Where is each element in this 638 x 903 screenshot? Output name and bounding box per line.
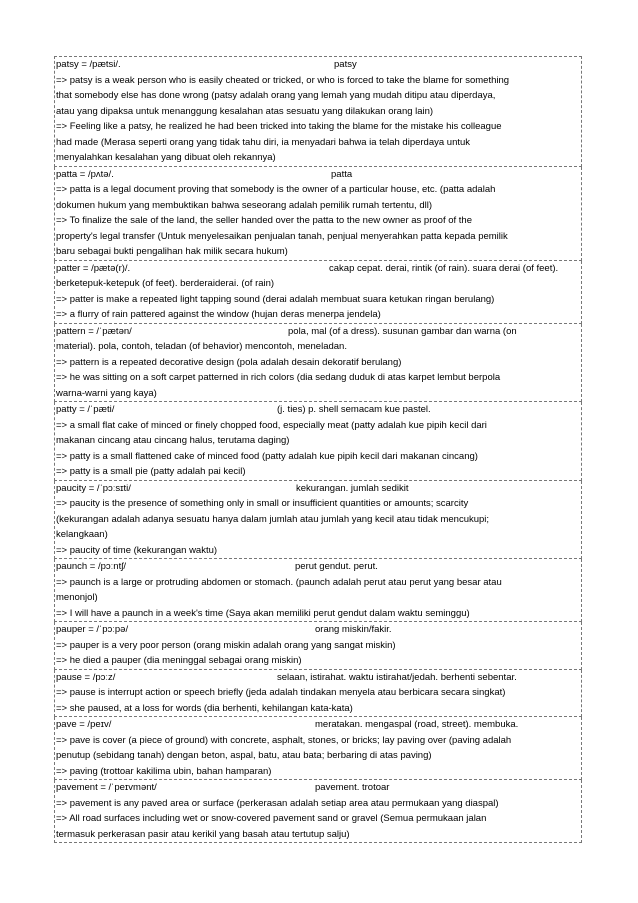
example-line: => paucity is the presence of something only in small or insufficient quantities or amounts; scarcity xyxy=(56,498,469,509)
headword-pronunciation: paucity = /ˈpɔːsɪti/ xyxy=(56,482,131,494)
example-line: => pause is interrupt action or speech briefly (jeda adalah tindakan menyela atau berbicara secara singkat) xyxy=(56,687,506,698)
dictionary-entry xyxy=(54,324,582,403)
dictionary-entry xyxy=(54,261,582,324)
entry-headword-line xyxy=(56,481,580,497)
definition-line: property's legal transfer (Untuk menyelesaikan penjualan tanah, penjual menyerahkan patta kepada pemilik xyxy=(56,230,508,242)
dictionary-entry xyxy=(54,670,582,718)
headword-translation: selaan, istirahat. waktu istirahat/jedah. berhenti sebentar. xyxy=(277,671,517,683)
example-line: => Feeling like a patsy, he realized he had been tricked into taking the blame for the mistake his colleague xyxy=(56,121,502,132)
dictionary-entry xyxy=(54,481,582,560)
example-line: => I will have a paunch in a week's time (Saya akan memiliki perut gendut dalam waktu seminggu) xyxy=(56,607,470,619)
dictionary-entry xyxy=(54,167,582,261)
headword-pronunciation: pavement = /ˈpeɪvmənt/ xyxy=(56,782,157,793)
example-line: => paving (trottoar kakilima ubin, bahan hamparan) xyxy=(56,765,272,777)
headword-translation: kekurangan. jumlah sedikit xyxy=(296,482,409,494)
dictionary-entry xyxy=(54,622,582,670)
entry-headword-line xyxy=(56,622,580,638)
entry-headword-line xyxy=(56,402,580,418)
entry-headword-line xyxy=(56,167,580,183)
definition-line: (kekurangan adalah adanya sesuatu hanya dalam jumlah atau jumlah yang kecil atau tidak mencukupi; xyxy=(56,513,490,525)
dictionary-entry xyxy=(54,780,582,843)
entry-headword-line xyxy=(56,559,580,575)
example-line: => patta is a legal document proving that somebody is the owner of a particular house, etc. (patta adalah xyxy=(56,184,496,195)
headword-translation: pola, mal (of a dress). susunan gambar dan warna (on xyxy=(288,325,517,337)
definition-line: berketepuk-ketepuk (of feet). berderaiderai. (of rain) xyxy=(56,278,275,289)
example-line: => he died a pauper (dia meninggal sebagai orang miskin) xyxy=(56,655,302,666)
dictionary-entry xyxy=(54,402,582,481)
example-line: => pave is cover (a piece of ground) with concrete, asphalt, stones, or bricks; lay paving over (paving adalah xyxy=(56,734,512,746)
example-line: => a small flat cake of minced or finely chopped food, especially meat (patty adalah kue pipih kecil dari xyxy=(56,419,487,431)
headword-translation: patta xyxy=(331,168,353,180)
definition-line: penutup (sebidang tanah) dengan beton, aspal, batu, atau bata; berbaring di atas paving) xyxy=(56,750,432,761)
headword-pronunciation: pause = /pɔːz/ xyxy=(56,671,116,683)
definition-line: had made (Merasa seperti orang yang tidak tahu diri, ia menyadari bahwa ia telah diperdaya untuk xyxy=(56,136,471,148)
example-line: => pattern is a repeated decorative design (pola adalah desain dekoratif berulang) xyxy=(56,356,402,368)
example-line: => paucity of time (kekurangan waktu) xyxy=(56,544,218,556)
example-line: => patty is a small flattened cake of minced food (patty adalah kue pipih kecil dari makanan cincang) xyxy=(56,450,478,462)
definition-line: makanan cincang atau cincang halus, terutama daging) xyxy=(56,435,290,446)
headword-pronunciation: patty = /ˈpæti/ xyxy=(56,404,115,415)
example-line: => pavement is any paved area or surface (perkerasan adalah setiap area atau permukaan yang diaspal) xyxy=(56,797,499,809)
entry-headword-line xyxy=(56,717,580,733)
example-line: => patsy is a weak person who is easily cheated or tricked, or who is forced to take the blame for something xyxy=(56,74,510,86)
entry-headword-line xyxy=(56,324,580,340)
headword-translation: perut gendut. perut. xyxy=(295,561,378,572)
definition-line: kelangkaan) xyxy=(56,529,108,540)
definition-line: material). pola, contoh, teladan (of behavior) mencontoh, meneladan. xyxy=(56,341,347,352)
entry-headword-line xyxy=(56,261,580,277)
headword-pronunciation: patsy = /pætsi/. xyxy=(56,59,121,70)
definition-line: menonjol) xyxy=(56,592,98,603)
headword-translation: pavement. trotoar xyxy=(315,782,390,793)
definition-line: warna-warni yang kaya) xyxy=(56,387,157,399)
dictionary-entry xyxy=(54,559,582,622)
example-line: => patty is a small pie (patty adalah pai kecil) xyxy=(56,466,246,477)
definition-line: menyalahkan kesalahan yang dibuat oleh rekannya) xyxy=(56,152,276,163)
example-line: => paunch is a large or protruding abdomen or stomach. (paunch adalah perut atau perut yang besar atau xyxy=(56,576,502,588)
definition-line: dokumen hukum yang membuktikan bahwa seseorang adalah pemilik rumah tertentu, dll) xyxy=(56,199,432,211)
definition-line: that somebody else has done wrong (patsy adalah orang yang lemah yang mudah ditipu atau diperdaya, xyxy=(56,90,496,101)
dictionary-sheet xyxy=(54,56,582,843)
dictionary-entry xyxy=(54,56,582,167)
example-line: => she paused, at a loss for words (dia berhenti, kehilangan kata-kata) xyxy=(56,702,353,714)
headword-translation: patsy xyxy=(334,59,357,70)
headword-pronunciation: pattern = /ˈpætən/ xyxy=(56,325,132,337)
definition-line: baru sebagai bukti pengalihan hak milik secara hukum) xyxy=(56,246,288,257)
headword-pronunciation: pauper = /ˈpɔːpə/ xyxy=(56,624,129,635)
definition-line: termasuk perkerasan pasir atau kerikil yang basah atau tertutup salju) xyxy=(56,828,350,840)
definition-line: atau yang dipaksa untuk menanggung kesalahan atas sesuatu yang dilakukan orang lain) xyxy=(56,105,434,117)
entry-headword-line xyxy=(56,57,580,73)
headword-pronunciation: patter = /pætə(r)/. xyxy=(56,262,131,274)
entry-headword-line xyxy=(56,670,580,686)
headword-translation: (j. ties) p. shell semacam kue pastel. xyxy=(277,404,431,415)
entry-headword-line xyxy=(56,780,580,796)
headword-pronunciation: patta = /pʌtə/. xyxy=(56,168,114,180)
example-line: => he was sitting on a soft carpet patterned in rich colors (dia sedang duduk di atas karpet lembut berpola xyxy=(56,372,501,383)
example-line: => All road surfaces including wet or snow-covered pavement sand or gravel (Semua permukaan jalan xyxy=(56,813,487,824)
example-line: => To finalize the sale of the land, the seller handed over the patta to the new owner as proof of the xyxy=(56,215,472,226)
dictionary-entry xyxy=(54,717,582,780)
headword-translation: orang miskin/fakir. xyxy=(315,624,392,635)
example-line: => a flurry of rain pattered against the window (hujan deras menerpa jendela) xyxy=(56,309,381,320)
example-line: => patter is make a repeated light tapping sound (derai adalah membuat suara ketukan ringan berulang) xyxy=(56,293,495,305)
headword-pronunciation: pave = /peɪv/ xyxy=(56,719,112,730)
headword-translation: meratakan. mengaspal (road, street). membuka. xyxy=(315,719,519,730)
headword-translation: cakap cepat. derai, rintik (of rain). suara derai (of feet). xyxy=(329,262,559,274)
headword-pronunciation: paunch = /pɔːntʃ/ xyxy=(56,561,126,572)
example-line: => pauper is a very poor person (orang miskin adalah orang yang sangat miskin) xyxy=(56,639,396,651)
